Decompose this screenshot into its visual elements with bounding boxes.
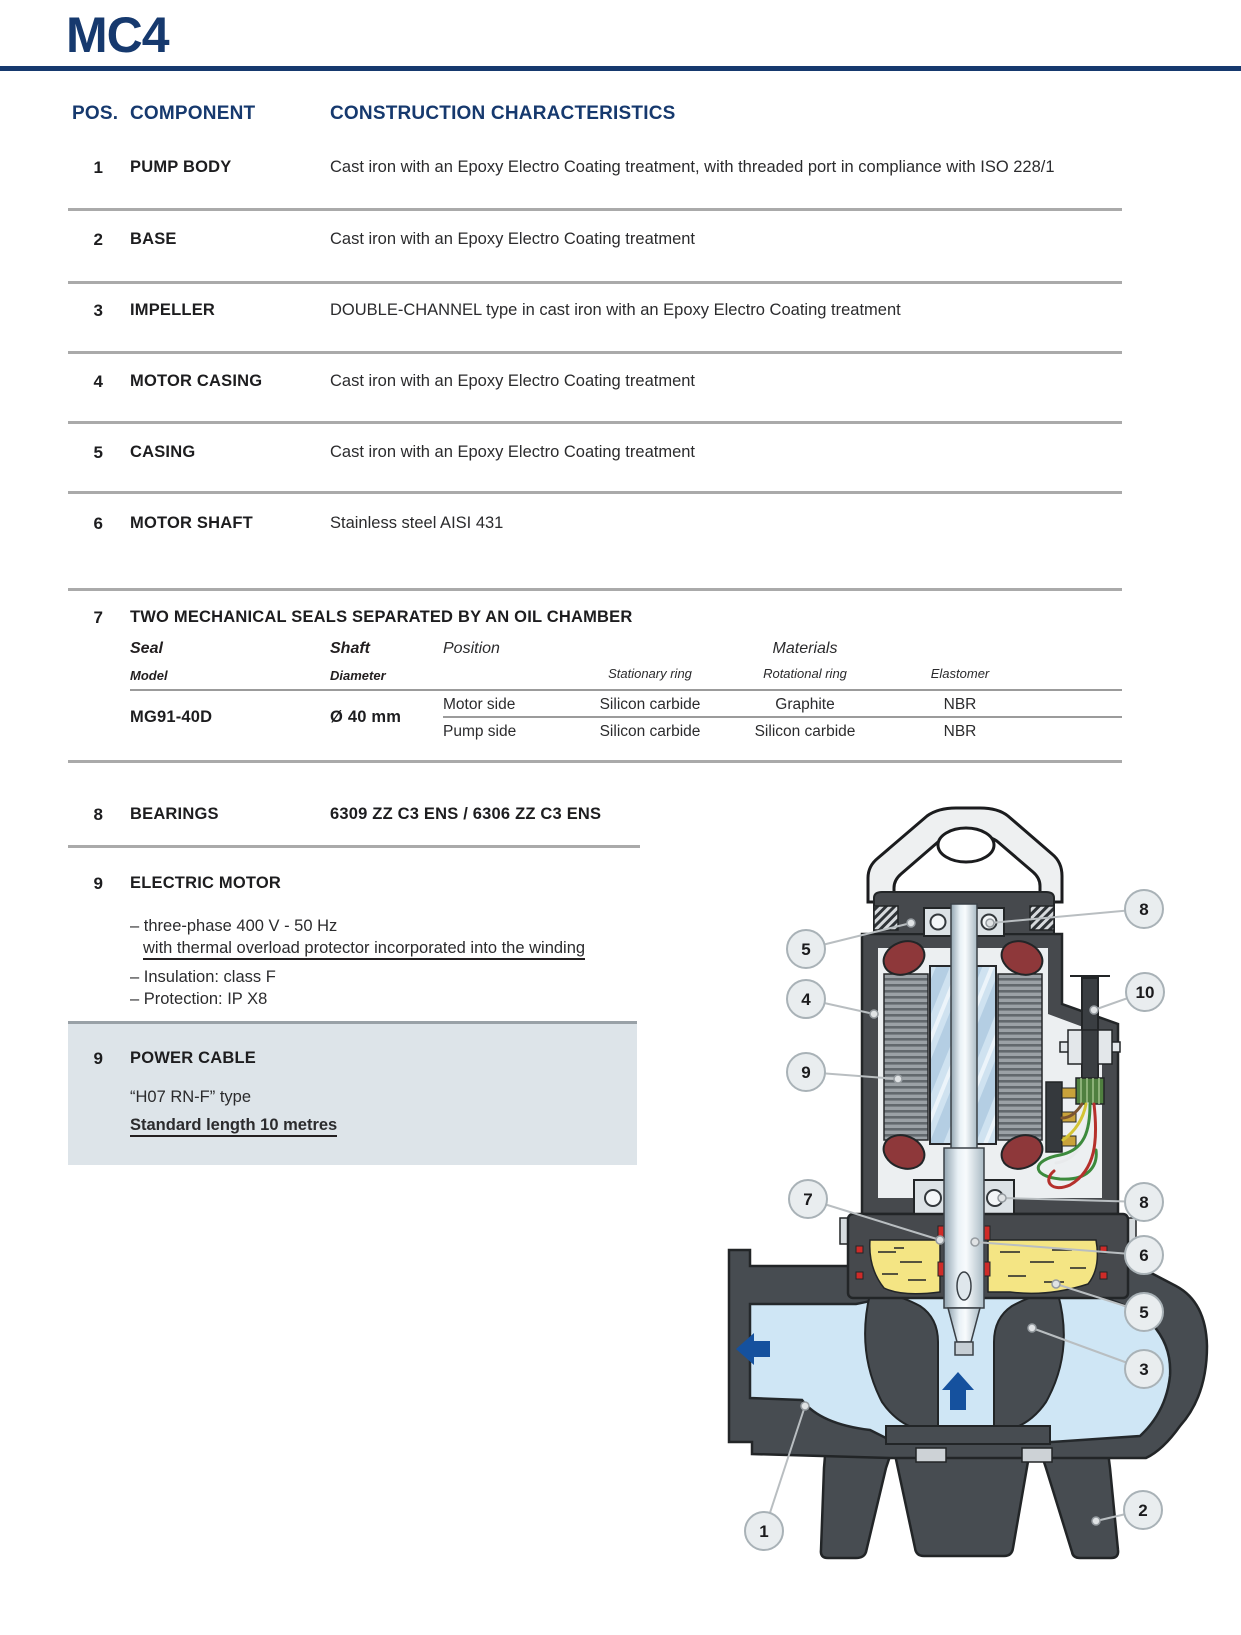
seal-table-top-line bbox=[130, 689, 1122, 691]
motor-line-thermal: with thermal overload protector incorporated into the winding bbox=[143, 939, 585, 960]
seal-row-divider bbox=[443, 716, 1122, 718]
seal-header-seal: Seal bbox=[130, 640, 163, 657]
seal-model-value: MG91-40D bbox=[130, 708, 213, 726]
callout-number: 10 bbox=[1135, 983, 1155, 1002]
seal-row-position: Pump side bbox=[443, 723, 517, 740]
seal-header-diameter: Diameter bbox=[330, 668, 386, 683]
row-pos-number: 5 bbox=[93, 443, 103, 462]
callout-number: 7 bbox=[803, 1190, 813, 1209]
stator-right bbox=[998, 974, 1042, 1140]
motor-pos-number: 9 bbox=[93, 874, 103, 893]
row-characteristics: Cast iron with an Epoxy Electro Coating treatment bbox=[330, 443, 696, 461]
seal-row-position: Motor side bbox=[443, 696, 516, 713]
col-header-pos: POS. bbox=[72, 103, 119, 124]
callout-10 bbox=[1090, 973, 1164, 1014]
seal-header-materials: Materials bbox=[772, 640, 838, 657]
seal-header-model: Model bbox=[130, 668, 168, 683]
cable-length: Standard length 10 metres bbox=[130, 1116, 337, 1137]
callout-number: 4 bbox=[801, 990, 811, 1009]
base-suction-bell bbox=[894, 1450, 1030, 1556]
callout-number: 9 bbox=[801, 1063, 811, 1082]
lifting-handle bbox=[868, 808, 1062, 902]
bolt-boss-left bbox=[916, 1448, 946, 1462]
row-pos-number: 1 bbox=[93, 158, 103, 177]
row-separator bbox=[68, 491, 1122, 494]
seal-header-rotational-ring: Rotational ring bbox=[763, 666, 847, 681]
callout-number: 8 bbox=[1139, 1193, 1149, 1212]
cable-gland-green bbox=[1076, 1078, 1104, 1104]
row-component-label: MOTOR CASING bbox=[130, 372, 263, 390]
motor-line-protection: – Protection: IP X8 bbox=[130, 990, 268, 1008]
seal-row-stationary: Silicon carbide bbox=[599, 696, 701, 713]
row-separator bbox=[68, 351, 1122, 354]
row-separator bbox=[68, 208, 1122, 211]
bearings-separator bbox=[68, 845, 640, 848]
row-pos-number: 3 bbox=[93, 301, 103, 320]
col-header-component: COMPONENT bbox=[130, 103, 256, 124]
row-characteristics: DOUBLE-CHANNEL type in cast iron with an Epoxy Electro Coating treatment bbox=[330, 301, 901, 319]
shaft-keyway bbox=[957, 1272, 971, 1300]
seal-section-separator bbox=[68, 760, 1122, 763]
row-characteristics: Cast iron with an Epoxy Electro Coating treatment, with threaded port in compliance with ISO 228/1 bbox=[330, 158, 1055, 176]
motor-line-phase: – three-phase 400 V - 50 Hz bbox=[130, 917, 338, 935]
callout-number: 1 bbox=[759, 1522, 769, 1541]
callout-number: 5 bbox=[1139, 1303, 1149, 1322]
bearings-value: 6309 ZZ C3 ENS / 6306 ZZ C3 ENS bbox=[330, 805, 602, 823]
bearings-pos-number: 8 bbox=[93, 805, 103, 824]
row-component-label: PUMP BODY bbox=[130, 158, 232, 176]
row-characteristics: Cast iron with an Epoxy Electro Coating treatment bbox=[330, 230, 696, 248]
terminal-block bbox=[1046, 1082, 1062, 1152]
seal-pos-number: 7 bbox=[93, 608, 103, 627]
row-pos-number: 2 bbox=[93, 230, 103, 249]
seal-header-position: Position bbox=[443, 640, 500, 657]
seal-header-stationary-ring: Stationary ring bbox=[608, 666, 692, 681]
seal-header-shaft: Shaft bbox=[330, 640, 370, 657]
row-component-label: MOTOR SHAFT bbox=[130, 514, 253, 532]
page-title: MC4 bbox=[66, 7, 169, 63]
callout-number: 6 bbox=[1139, 1246, 1149, 1265]
seal-row-elastomer: NBR bbox=[943, 696, 977, 713]
callout-number: 5 bbox=[801, 940, 811, 959]
row-separator bbox=[68, 421, 1122, 424]
shaft-nut bbox=[955, 1342, 973, 1355]
seal-row-elastomer: NBR bbox=[943, 723, 977, 740]
row-pos-number: 4 bbox=[93, 372, 103, 391]
row-separator bbox=[68, 281, 1122, 284]
row-characteristics: Stainless steel AISI 431 bbox=[330, 514, 504, 532]
row-component-label: IMPELLER bbox=[130, 301, 216, 319]
col-header-characteristics: CONSTRUCTION CHARACTERISTICS bbox=[330, 103, 676, 124]
seal-row-rotational: Silicon carbide bbox=[754, 723, 856, 740]
seal-section-title: TWO MECHANICAL SEALS SEPARATED BY AN OIL CHAMBER bbox=[130, 608, 633, 626]
row-pos-number: 6 bbox=[93, 514, 103, 533]
motor-line-insulation: – Insulation: class F bbox=[130, 968, 276, 986]
callout-number: 3 bbox=[1139, 1360, 1149, 1379]
callout-number: 8 bbox=[1139, 900, 1149, 919]
row-component-label: BASE bbox=[130, 230, 177, 248]
bolt-boss-right bbox=[1022, 1448, 1052, 1462]
header-rule bbox=[0, 66, 1241, 71]
seal-row-stationary: Silicon carbide bbox=[599, 723, 701, 740]
bearings-label: BEARINGS bbox=[130, 805, 219, 823]
pump-cross-section-diagram bbox=[640, 780, 1241, 1635]
cable-type: “H07 RN-F” type bbox=[130, 1088, 252, 1106]
seal-header-elastomer: Elastomer bbox=[930, 666, 990, 681]
oil-chamber bbox=[840, 1214, 1136, 1298]
row-characteristics: Cast iron with an Epoxy Electro Coating treatment bbox=[330, 372, 696, 390]
stator-left bbox=[884, 974, 928, 1140]
cable-label: POWER CABLE bbox=[130, 1049, 256, 1067]
handle-hole bbox=[938, 828, 994, 862]
row-component-label: CASING bbox=[130, 443, 196, 461]
motor-label: ELECTRIC MOTOR bbox=[130, 874, 281, 892]
seal-diameter-value: Ø 40 mm bbox=[330, 708, 402, 726]
row-separator bbox=[68, 588, 1122, 591]
cable-pos-number: 9 bbox=[93, 1049, 103, 1068]
callout-number: 2 bbox=[1138, 1501, 1148, 1520]
seal-row-rotational: Graphite bbox=[775, 696, 835, 713]
